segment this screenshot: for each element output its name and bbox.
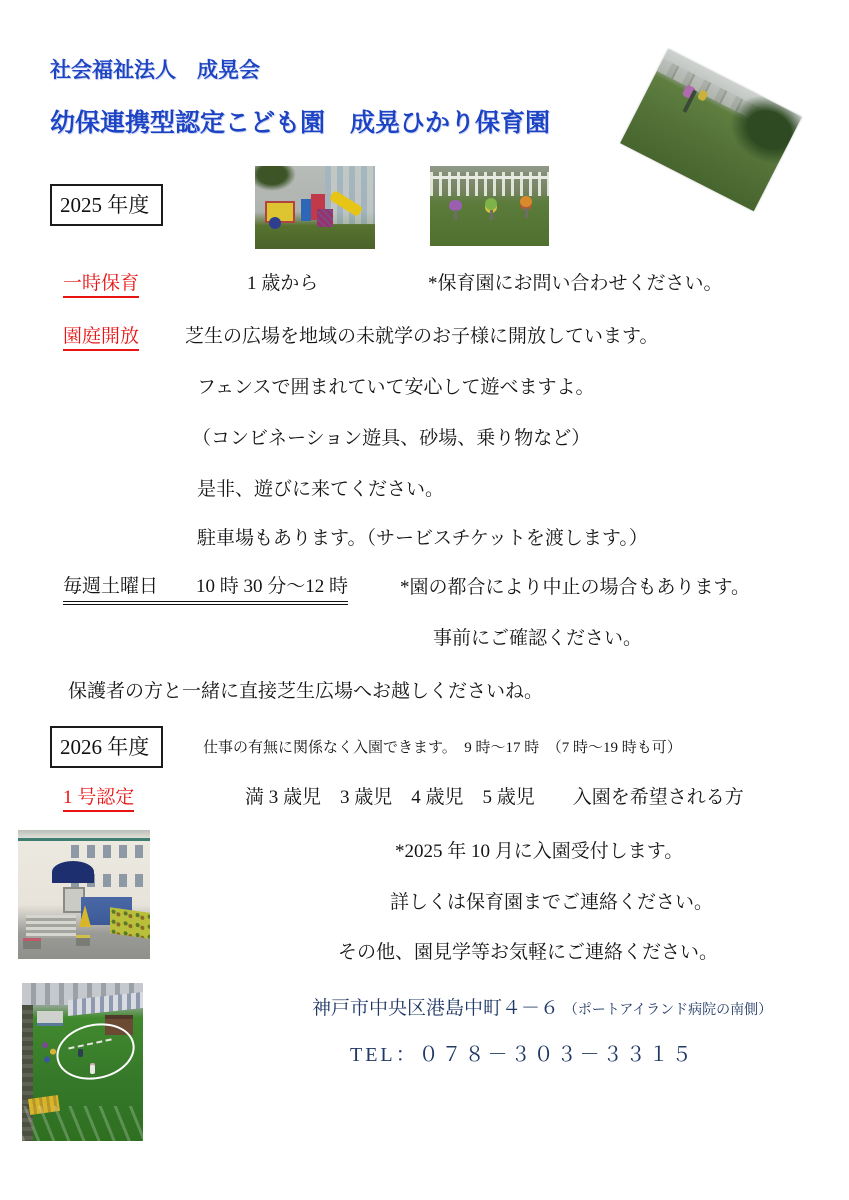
saturday-schedule: 毎週土曜日 10 時 30 分～12 時 [63, 576, 348, 605]
page-title: 幼保連携型認定こども園 成晃ひかり保育園 [50, 109, 551, 137]
spring-riders-photo [430, 166, 549, 246]
play-panel-blue [301, 199, 311, 221]
accept-line: *2025 年 10 月に入園受付します。 [395, 841, 684, 862]
children-group-1 [39, 1040, 59, 1066]
playground-photo [255, 166, 375, 249]
rider-post-2 [490, 210, 493, 220]
other-contact-line: その他、園見学等お気軽にご連絡ください。 [338, 942, 719, 963]
windows-row-1 [71, 845, 148, 858]
ichiji-age: 1 歳から [247, 273, 319, 294]
org-name: 社会福祉法人 成晃会 [50, 59, 260, 82]
ichiji-hoiku-label: 一時保育 [63, 273, 139, 298]
building-entrance-photo [18, 830, 150, 959]
work-note: 仕事の有無に関係なく入園できます。 9 時～17 時 （7 時～19 時も可） [203, 740, 682, 756]
address-line [312, 997, 772, 1021]
foliage [255, 166, 296, 191]
child-runner-1 [78, 1049, 83, 1057]
stairs [26, 915, 76, 938]
ichiji-note: *保育園にお問い合わせください。 [428, 273, 723, 294]
rider-orange [520, 196, 532, 207]
entei-kaiho-label: 園庭開放 [63, 326, 139, 351]
entei-description: 芝生の広場を地域の未就学のお子様に開放しています。 [185, 326, 659, 347]
schedule-confirm-note: 事前にご確認ください。 [433, 628, 643, 649]
phone-number: TEL：０７８－３０３－３３１５ [350, 1044, 695, 1066]
address-text: 神戸市中央区港島中町４－６ [312, 998, 560, 1019]
families-line: 保護者の方と一緒に直接芝生広場へお越しくださいね。 [68, 681, 544, 702]
climb-net [317, 209, 333, 227]
flower-planter-center [76, 938, 90, 946]
entrance-awning [52, 861, 94, 883]
rider-post-1 [454, 210, 457, 220]
address-note: （ポートアイランド病院の南側） [563, 1003, 773, 1018]
contact-line: 詳しくは保育園までご連絡ください。 [390, 892, 714, 913]
schedule-cancel-note: *園の都合により中止の場合もあります。 [400, 577, 750, 598]
flower-planter-left [23, 941, 41, 949]
parking-line: 駐車場もあります。（サービスチケットを渡します。） [197, 528, 648, 549]
mown-stripes [22, 1106, 143, 1141]
nintei-ages: 満 3 歳児 3 歳児 4 歳児 5 歳児 入園を希望される方 [245, 787, 744, 808]
child-runner-2 [90, 1065, 95, 1074]
nintei-label: 1 号認定 [63, 787, 134, 812]
year-2025-box: 2025 年度 [50, 184, 163, 226]
invite-line: 是非、遊びに来てください。 [197, 479, 445, 500]
mural-yellow [110, 907, 150, 938]
fence-rail [430, 176, 549, 179]
tent-canopy [37, 1011, 63, 1026]
equipment-line: （コンビネーション遊具、砂場、乗り物など） [192, 428, 591, 449]
play-tunnel [269, 217, 281, 229]
rider-green [485, 198, 497, 210]
turf-field-photo [22, 983, 143, 1141]
year-2026-box: 2026 年度 [50, 726, 163, 768]
rider-purple [449, 200, 462, 211]
yellow-cone [79, 905, 91, 927]
grass-field-photo [620, 49, 802, 212]
fence-line: フェンスで囲まれていて安心して遊べますよ。 [197, 377, 595, 398]
rider-post-3 [525, 208, 528, 218]
roof-trim [18, 838, 150, 841]
